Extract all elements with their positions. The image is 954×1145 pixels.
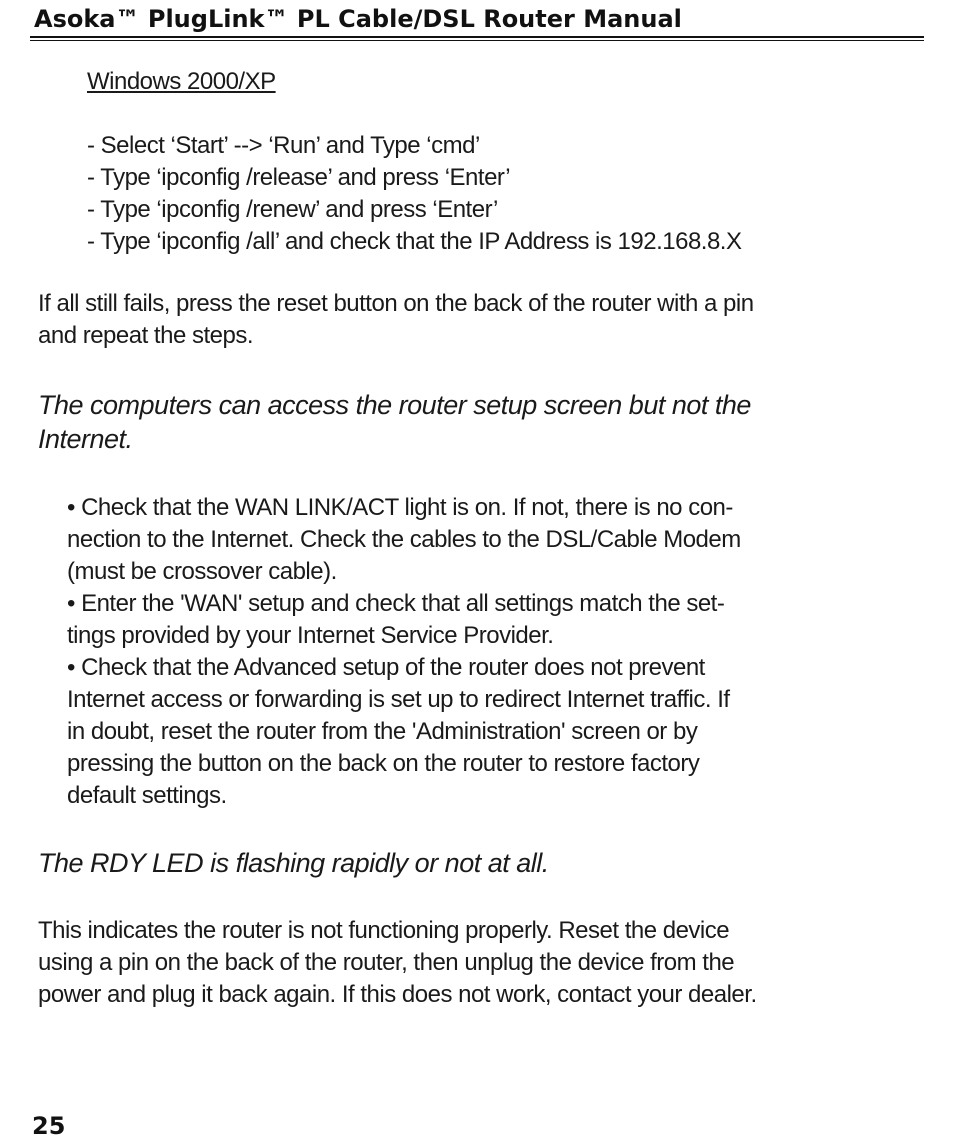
header-rule-thick — [30, 36, 924, 38]
step-line: - Type ‘ipconfig /release’ and press ‘Enter’ — [87, 164, 511, 191]
paragraph-line: This indicates the router is not functioning properly. Reset the device — [38, 917, 730, 944]
bullet-line: (must be crossover cable). — [67, 558, 337, 585]
step-line: - Select ‘Start’ --> ‘Run’ and Type ‘cmd’ — [87, 132, 480, 159]
bullet-line: • Check that the WAN LINK/ACT light is on. If not, there is no con- — [67, 494, 733, 521]
bullet-line: nection to the Internet. Check the cables to the DSL/Cable Modem — [67, 526, 741, 553]
paragraph-line: and repeat the steps. — [38, 322, 253, 349]
paragraph-line: using a pin on the back of the router, then unplug the device from the — [38, 949, 735, 976]
step-line: - Type ‘ipconfig /renew’ and press ‘Enter’ — [87, 196, 498, 223]
paragraph-line: If all still fails, press the reset button on the back of the router with a pin — [38, 290, 754, 317]
heading-line: The computers can access the router setup screen but not the — [38, 390, 751, 420]
rdy-paragraph — [38, 915, 757, 1011]
manual-header-title: Asoka™ PlugLink™ PL Cable/DSL Router Manual — [34, 5, 682, 33]
reset-note-paragraph — [38, 288, 754, 352]
bullet-line: default settings. — [67, 782, 227, 809]
bullet-line: • Enter the 'WAN' setup and check that all settings match the set- — [67, 590, 725, 617]
problem-internet-heading — [38, 388, 751, 456]
ipconfig-steps-list — [87, 130, 741, 258]
bullet-line: Internet access or forwarding is set up to redirect Internet traffic. If — [67, 686, 730, 713]
bullet-line: • Check that the Advanced setup of the router does not prevent — [67, 654, 705, 681]
bullet-line: pressing the button on the back on the router to restore factory — [67, 750, 700, 777]
bullet-line: tings provided by your Internet Service Provider. — [67, 622, 554, 649]
header-rule-thin — [30, 40, 924, 41]
heading-line: Internet. — [38, 424, 133, 454]
step-line: - Type ‘ipconfig /all’ and check that the IP Address is 192.168.8.X — [87, 228, 742, 255]
internet-checklist — [67, 492, 741, 812]
bullet-line: in doubt, reset the router from the 'Administration' screen or by — [67, 718, 698, 745]
page-number: 25 — [32, 1112, 66, 1140]
paragraph-line: power and plug it back again. If this does not work, contact your dealer. — [38, 981, 757, 1008]
os-subheading: Windows 2000/XP — [87, 68, 276, 95]
problem-rdy-heading: The RDY LED is flashing rapidly or not at all. — [38, 848, 549, 878]
